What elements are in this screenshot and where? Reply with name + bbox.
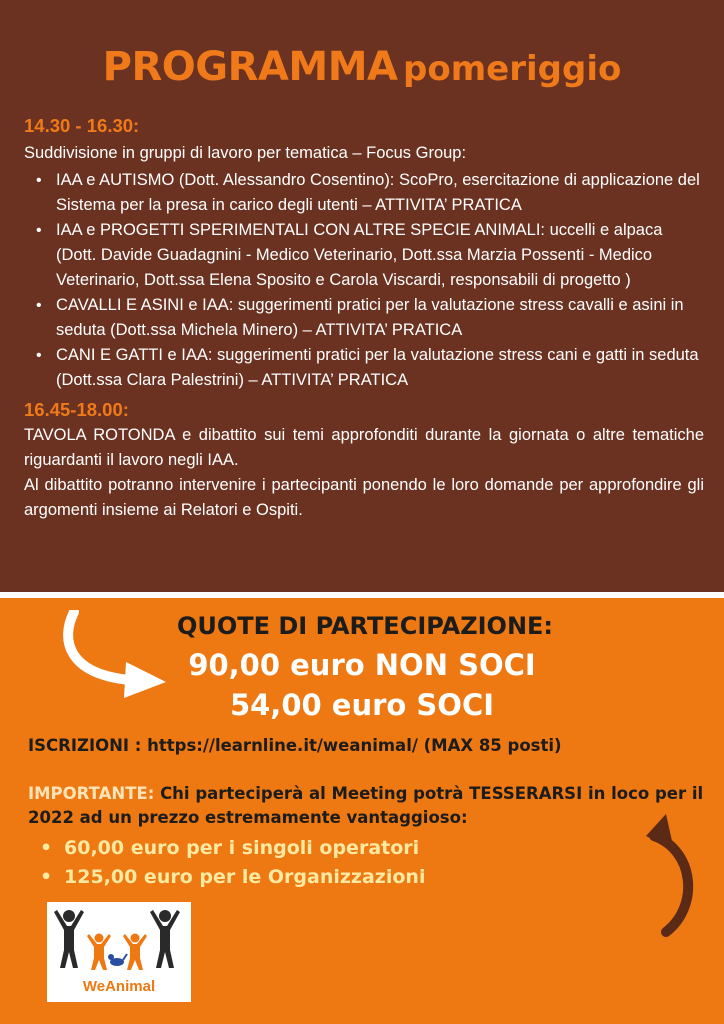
list-item: • 125,00 euro per le Organizzazioni xyxy=(40,863,425,892)
list-item: • 60,00 euro per i singoli operatori xyxy=(40,834,425,863)
weanimal-logo xyxy=(47,902,191,1002)
curved-arrow-up-icon xyxy=(644,810,704,940)
session2-paragraph-1: TAVOLA ROTONDA e dibattito sui temi approfonditi durante la giornata o altre tematiche riguardanti il lavoro negli IAA. xyxy=(24,426,704,469)
curved-arrow-right-icon xyxy=(60,610,170,700)
important-note xyxy=(28,782,708,830)
important-text: Chi parteciperà al Meeting potrà TESSERARSI in loco per il 2022 ad un prezzo estremamente vantaggioso: xyxy=(28,784,704,827)
session2-time: 16.45-18.00: xyxy=(24,399,129,420)
session1-time: 14.30 - 16.30: xyxy=(24,115,140,136)
title-sub: pomeriggio xyxy=(403,49,622,89)
important-label: IMPORTANTE: xyxy=(28,784,155,803)
people-and-animals-icon xyxy=(47,902,191,978)
session2-paragraph-2: Al dibattito potranno intervenire i partecipanti ponendo le loro domande per approfondire gli argomenti insieme ai Relatori e Ospiti. xyxy=(24,476,704,519)
price-soci: 54,00 euro SOCI xyxy=(229,688,495,722)
page-title xyxy=(0,44,724,90)
list-item: • CANI E GATTI e IAA: suggerimenti pratici per la valutazione stress cani e gatti in seduta (Dott.ssa Clara Palestrini) – ATTIVITA’ PRATICA xyxy=(24,343,704,393)
price-non-soci: 90,00 euro NON SOCI xyxy=(188,648,536,682)
session1-intro: Suddivisione in gruppi di lavoro per tematica – Focus Group: xyxy=(24,144,467,162)
program-content xyxy=(24,112,704,523)
list-item: • IAA e PROGETTI SPERIMENTALI CON ALTRE SPECIE ANIMALI: uccelli e alpaca (Dott. Davide Guadagnini - Medico Veterinario, Dott.ssa Marzia Possenti - Medico Veterinario, Dott.ssa Elena Sposito e Carola Viscardi, responsabili di progetto ) xyxy=(24,218,704,293)
session1-list xyxy=(24,168,704,393)
membership-options xyxy=(40,834,425,892)
list-item: • IAA e AUTISMO (Dott. Alessandro Cosentino): ScoPro, esercitazione di applicazione del Sistema per la presa in carico degli utenti – ATTIVITA’ PRATICA xyxy=(24,168,704,218)
list-item: • CAVALLI E ASINI e IAA: suggerimenti pratici per la valutazione stress cavalli e asini in seduta (Dott.ssa Michela Minero) – ATTIVITA’ PRATICA xyxy=(24,293,704,343)
fees-title: QUOTE DI PARTECIPAZIONE: xyxy=(176,612,554,640)
logo-text: WeAnimal xyxy=(82,978,156,995)
registration-info: ISCRIZIONI : https://learnline.it/weanimal/ (MAX 85 posti) xyxy=(28,736,562,755)
title-main: PROGRAMMA xyxy=(102,44,398,90)
